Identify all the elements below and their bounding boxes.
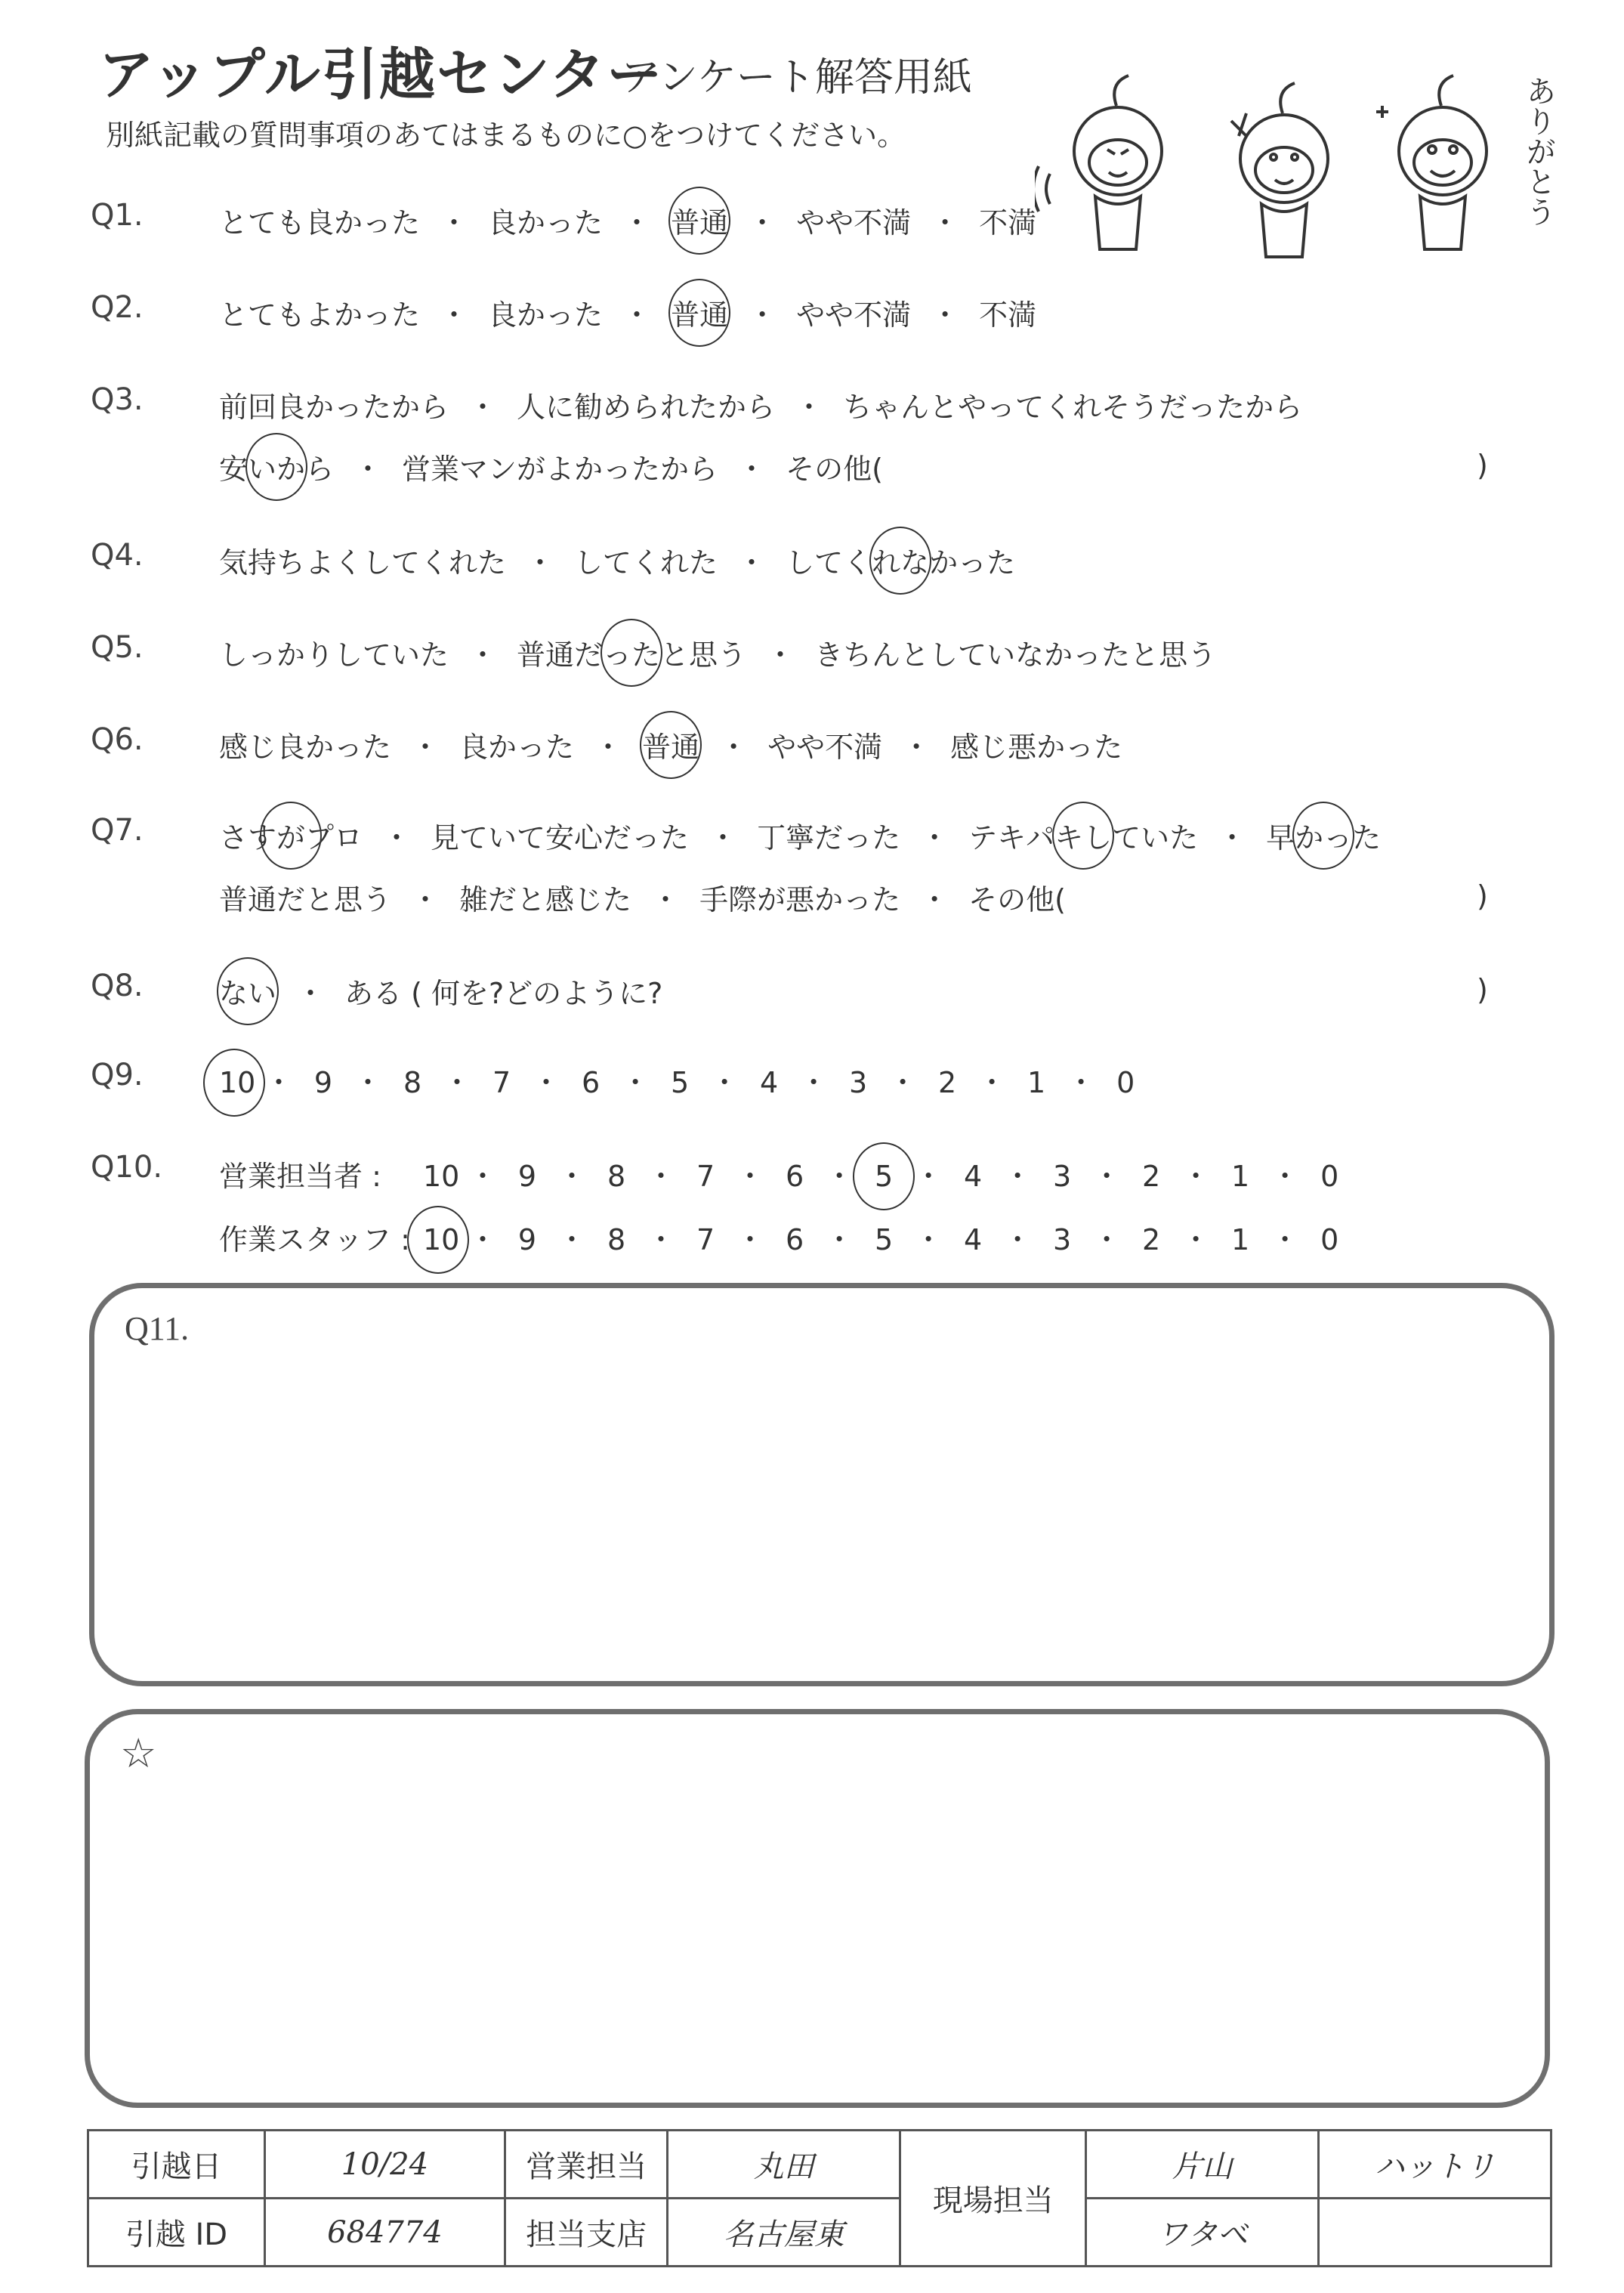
q2-option-1[interactable]: とてもよかった — [219, 298, 421, 332]
separator: ・ — [920, 883, 949, 916]
branch-label: 担当支店 — [505, 2199, 667, 2267]
mascot-illustration — [1035, 68, 1564, 264]
q9-option-6[interactable]: 5 — [670, 1066, 690, 1099]
separator: ・ — [526, 546, 555, 579]
q6-label: Q6. — [91, 722, 144, 757]
separator: ・ — [799, 1066, 829, 1099]
separator: ・ — [931, 298, 960, 332]
q7-option-3[interactable]: 丁寧だった — [757, 821, 901, 854]
q10-score-line-1 — [423, 1153, 1345, 1194]
q2-options-line-1 — [219, 292, 1036, 333]
separator: ・ — [647, 1223, 676, 1256]
q8-label: Q8. — [91, 969, 144, 1003]
q5-option-1[interactable]: しっかりしていた — [219, 638, 449, 672]
site-staff-3: ワタベ — [1086, 2199, 1319, 2267]
q9-option-1[interactable]: 10 — [219, 1066, 256, 1099]
separator: ・ — [354, 1066, 383, 1099]
move-id-label: 引越 ID — [88, 2199, 265, 2267]
move-date-value: 10/24 — [264, 2131, 505, 2199]
separator: ・ — [647, 1160, 676, 1193]
q10-score-option[interactable]: 3 — [1053, 1160, 1072, 1193]
q3-option-1[interactable]: 安いから — [219, 446, 334, 487]
q2-label: Q2. — [91, 290, 144, 325]
q3-close-paren: ) — [1477, 449, 1488, 482]
q1-label: Q1. — [91, 198, 144, 233]
q4-option-2[interactable]: してくれた — [574, 546, 718, 579]
q10-score-option[interactable]: 9 — [517, 1223, 537, 1256]
q7-close-paren: ) — [1477, 879, 1488, 913]
separator: ・ — [914, 1223, 943, 1256]
q10-score-line-2 — [423, 1216, 1345, 1258]
q10-score-option[interactable]: 8 — [607, 1160, 626, 1193]
q7-option-5[interactable]: 早かった — [1266, 814, 1381, 856]
separator: ・ — [468, 1223, 498, 1256]
q9-option-3[interactable]: 8 — [403, 1066, 422, 1099]
q3-options-line-1 — [219, 384, 1302, 425]
q9-label: Q9. — [91, 1058, 144, 1092]
separator: ・ — [264, 1066, 294, 1099]
site-staff-2: ハットリ — [1319, 2131, 1551, 2199]
separator: ・ — [736, 1223, 765, 1256]
q6-option-1[interactable]: 感じ良かった — [219, 731, 392, 764]
q2-option-2[interactable]: 良かった — [488, 298, 604, 332]
q6-option-3[interactable]: 普通 — [642, 724, 699, 765]
separator: ・ — [411, 731, 440, 764]
monkey-mascots-icon — [1035, 68, 1564, 264]
q3-option-3[interactable]: ちゃんとやってくれそうだったから — [843, 391, 1303, 424]
separator: ・ — [622, 298, 652, 332]
q10-score-option[interactable]: 8 — [607, 1223, 626, 1256]
star-comment-box[interactable] — [85, 1709, 1550, 2108]
q3-option-2[interactable]: 営業マンがよかったから — [402, 453, 718, 486]
q3-option-2[interactable]: 人に勧められたから — [517, 391, 776, 424]
separator: ・ — [1092, 1223, 1122, 1256]
q8-option-2[interactable]: ある ( 何を?どのように? — [344, 977, 663, 1010]
q10-score-option[interactable]: 10 — [423, 1223, 460, 1256]
q10-score-option[interactable]: 0 — [1320, 1223, 1339, 1256]
q6-option-5[interactable]: 感じ悪かった — [950, 731, 1123, 764]
separator: ・ — [888, 1066, 918, 1099]
separator: ・ — [468, 391, 498, 424]
separator: ・ — [977, 1066, 1007, 1099]
q6-option-4[interactable]: やや不満 — [767, 731, 883, 764]
separator: ・ — [532, 1066, 561, 1099]
q10-score-option[interactable]: 7 — [696, 1160, 715, 1193]
move-date-label: 引越日 — [88, 2131, 265, 2199]
q3-option-3[interactable]: その他( — [786, 453, 883, 486]
q10-score-option[interactable]: 1 — [1231, 1160, 1250, 1193]
q7-option-2[interactable]: 見ていて安心だった — [431, 821, 690, 854]
q10-row-label-1: 営業担当者 : — [219, 1160, 381, 1193]
separator: ・ — [557, 1160, 587, 1193]
q2-option-4[interactable]: やや不満 — [796, 298, 912, 332]
q8-options-line-1 — [219, 970, 662, 1012]
q10-score-option[interactable]: 1 — [1231, 1223, 1250, 1256]
q3-option-1[interactable]: 前回良かったから — [219, 391, 449, 424]
q7-option-1[interactable]: さすがプロ — [219, 814, 363, 856]
separator: ・ — [440, 298, 469, 332]
site-staff-4 — [1319, 2199, 1551, 2267]
separator: ・ — [710, 1066, 739, 1099]
separator: ・ — [557, 1223, 587, 1256]
separator: ・ — [1067, 1066, 1096, 1099]
q10-score-option[interactable]: 2 — [1142, 1223, 1161, 1256]
separator: ・ — [296, 977, 326, 1010]
separator: ・ — [1092, 1160, 1122, 1193]
thanks-text: ありがとう — [1521, 76, 1556, 227]
q10-score-option[interactable]: 6 — [785, 1160, 804, 1193]
q10-score-option[interactable]: 6 — [785, 1223, 804, 1256]
q4-options-line-1 — [219, 539, 1015, 581]
form-subtitle: アンケート解答用紙 — [621, 55, 972, 100]
q7-option-4[interactable]: テキパキしていた — [968, 814, 1198, 856]
separator: ・ — [709, 821, 738, 854]
branch-value: 名古屋東 — [668, 2199, 900, 2267]
move-id-value: 684774 — [264, 2199, 505, 2267]
separator: ・ — [1181, 1160, 1211, 1193]
q2-option-3[interactable]: 普通 — [671, 292, 728, 333]
q9-option-8[interactable]: 3 — [849, 1066, 868, 1099]
q9-option-2[interactable]: 9 — [313, 1066, 333, 1099]
q7-options-line-2 — [219, 876, 1066, 918]
separator: ・ — [736, 1160, 765, 1193]
q8-close-paren: ) — [1477, 973, 1488, 1006]
separator: ・ — [748, 206, 777, 239]
separator: ・ — [1270, 1160, 1300, 1193]
separator: ・ — [594, 731, 623, 764]
q1-option-4[interactable]: やや不満 — [796, 206, 912, 239]
q5-options-line-1 — [219, 632, 1216, 673]
q7-options-line-1 — [219, 814, 1381, 856]
q7-option-3[interactable]: 手際が悪かった — [699, 883, 901, 916]
q9-option-10[interactable]: 1 — [1027, 1066, 1046, 1099]
q5-option-3[interactable]: きちんとしていなかったと思う — [814, 638, 1217, 672]
q10-score-option[interactable]: 5 — [874, 1223, 894, 1256]
q4-option-3[interactable]: してくれなかった — [786, 539, 1015, 581]
q7-option-4[interactable]: その他( — [968, 883, 1066, 916]
q7-option-2[interactable]: 雑だと感じた — [459, 883, 632, 916]
separator: ・ — [440, 206, 469, 239]
q6-option-2[interactable]: 良かった — [459, 731, 575, 764]
q9-option-5[interactable]: 6 — [581, 1066, 601, 1099]
q10-score-option[interactable]: 4 — [964, 1160, 983, 1193]
q7-label: Q7. — [91, 813, 144, 848]
separator: ・ — [1003, 1223, 1033, 1256]
q11-label: Q11. — [125, 1310, 190, 1347]
q2-option-5[interactable]: 不満 — [979, 298, 1037, 332]
q1-option-1[interactable]: とても良かった — [219, 206, 421, 239]
q10-score-option[interactable]: 4 — [964, 1223, 983, 1256]
instruction-text: 別紙記載の質問事項のあてはまるものに○をつけてください。 — [106, 119, 906, 152]
sales-value: 丸田 — [668, 2131, 900, 2199]
separator: ・ — [737, 453, 767, 486]
q8-option-1[interactable]: ない — [219, 970, 276, 1012]
q1-options-line-1 — [219, 199, 1036, 241]
q10-score-option[interactable]: 5 — [869, 1160, 899, 1193]
separator: ・ — [1181, 1223, 1211, 1256]
q10-score-option[interactable]: 3 — [1053, 1223, 1072, 1256]
q9-option-7[interactable]: 4 — [760, 1066, 779, 1099]
separator: ・ — [914, 1160, 943, 1193]
separator: ・ — [443, 1066, 472, 1099]
form-title: アップル引越センター — [98, 42, 664, 107]
separator: ・ — [902, 731, 931, 764]
q9-option-11[interactable]: 0 — [1116, 1066, 1135, 1099]
separator: ・ — [795, 391, 824, 424]
q9-option-4[interactable]: 7 — [492, 1066, 511, 1099]
q7-option-1[interactable]: 普通だと思う — [219, 883, 392, 916]
separator: ・ — [651, 883, 681, 916]
q4-label: Q4. — [91, 538, 144, 573]
separator: ・ — [468, 1160, 498, 1193]
separator: ・ — [766, 638, 795, 672]
q11-comment-box[interactable] — [89, 1283, 1555, 1686]
q10-label: Q10. — [91, 1150, 163, 1185]
q9-options-line-1 — [219, 1059, 1141, 1101]
separator: ・ — [622, 206, 652, 239]
q3-options-line-2 — [219, 446, 883, 487]
separator: ・ — [1270, 1223, 1300, 1256]
separator: ・ — [468, 638, 498, 672]
separator: ・ — [1003, 1160, 1033, 1193]
separator: ・ — [825, 1160, 854, 1193]
info-table — [87, 2129, 1552, 2267]
site-label: 現場担当 — [900, 2131, 1086, 2267]
separator: ・ — [920, 821, 949, 854]
separator: ・ — [719, 731, 749, 764]
separator: ・ — [931, 206, 960, 239]
star-icon: ☆ — [120, 1731, 157, 1776]
q6-options-line-1 — [219, 724, 1122, 765]
sales-label: 営業担当 — [505, 2131, 667, 2199]
q1-option-2[interactable]: 良かった — [488, 206, 604, 239]
separator: ・ — [621, 1066, 650, 1099]
q3-label: Q3. — [91, 382, 144, 417]
q4-option-1[interactable]: 気持ちよくしてくれた — [219, 546, 507, 579]
q9-option-9[interactable]: 2 — [938, 1066, 957, 1099]
q10-score-option[interactable]: 0 — [1320, 1160, 1339, 1193]
q10-score-option[interactable]: 9 — [517, 1160, 537, 1193]
q5-label: Q5. — [91, 630, 144, 665]
site-staff-1: 片山 — [1086, 2131, 1319, 2199]
separator: ・ — [748, 298, 777, 332]
q10-score-option[interactable]: 10 — [423, 1160, 460, 1193]
q10-score-option[interactable]: 2 — [1142, 1160, 1161, 1193]
separator: ・ — [1218, 821, 1247, 854]
q10-score-option[interactable]: 7 — [696, 1223, 715, 1256]
separator: ・ — [382, 821, 412, 854]
q1-option-3[interactable]: 普通 — [671, 199, 728, 241]
separator: ・ — [411, 883, 440, 916]
separator: ・ — [737, 546, 767, 579]
q5-option-2[interactable]: 普通だったと思う — [517, 632, 746, 673]
separator: ・ — [354, 453, 383, 486]
separator: ・ — [825, 1223, 854, 1256]
q10-row-label-2: 作業スタッフ : — [219, 1223, 410, 1256]
q1-option-5[interactable]: 不満 — [979, 206, 1037, 239]
